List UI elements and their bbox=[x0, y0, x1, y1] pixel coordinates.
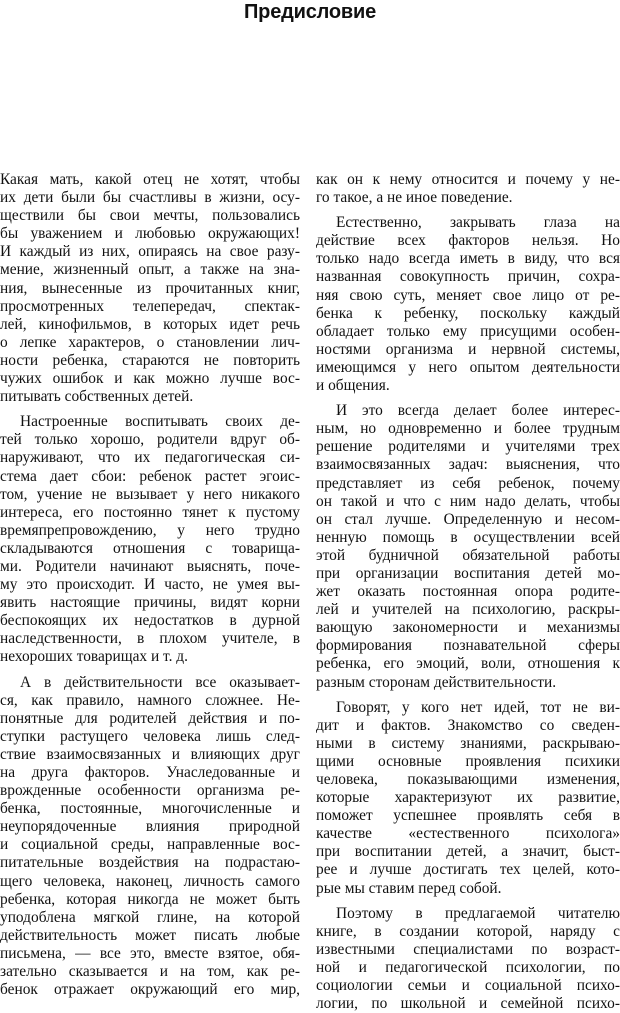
text-line: чужих ошибок и как можно лучше вос- bbox=[0, 370, 300, 388]
text-line: мение, жизненный опыт, а также на зна- bbox=[0, 261, 300, 279]
text-line: И это всегда делает более интерес- bbox=[336, 402, 620, 420]
text-line: Какая мать, какой отец не хотят, чтобы bbox=[0, 171, 300, 188]
text-line: му это происходит. И часто, не умея вы- bbox=[0, 576, 300, 594]
text-line: ступки растущего человека лишь след- bbox=[0, 727, 300, 745]
text-line: взаимосвязанных задач: выяснения, что bbox=[316, 456, 620, 474]
text-line: формирования познавательной сферы bbox=[316, 637, 620, 655]
text-line: человека, показывающими изменения, bbox=[316, 771, 620, 788]
text-line: щего человека, наконец, личность самого bbox=[0, 872, 300, 890]
text-line: ными в систему знаниями, раскрываю- bbox=[316, 734, 620, 752]
text-line: понятные для родителей действия и по- bbox=[0, 709, 300, 727]
text-line: явить настоящие причины, видят корни bbox=[0, 594, 300, 612]
left-column bbox=[0, 171, 300, 999]
text-line: жет оказать постоянная опора родите- bbox=[316, 583, 620, 601]
text-line: письмена, — все это, вместе взятое, обя- bbox=[0, 944, 300, 962]
text-line: времяпрепровождению, у него трудно bbox=[0, 521, 300, 539]
text-line: врожденные особенности организма ре- bbox=[0, 782, 300, 800]
text-line: он такой и что с ним надо делать, чтобы bbox=[316, 492, 620, 510]
text-line: он стал лучше. Определенную и несом- bbox=[316, 510, 620, 528]
text-line: А в действительности все оказывает- bbox=[20, 673, 300, 691]
text-line: щими основные проявления психики bbox=[316, 752, 620, 770]
text-line: ным, но одновременно и более трудным bbox=[316, 420, 620, 438]
text-line: дит и фактов. Знакомство со сведен- bbox=[316, 716, 620, 734]
text-line: стема дает сбои: ребенок растет эгоис- bbox=[0, 467, 300, 485]
text-line: ния, вынесенные из прочитанных книг, bbox=[0, 279, 300, 297]
text-line: как он к нему относится и почему у не- bbox=[316, 171, 620, 188]
text-line: Поэтому в предлагаемой читателю bbox=[336, 904, 620, 922]
text-line: бенка, постоянные, многочисленные и bbox=[0, 800, 300, 818]
page-title: Предисловие bbox=[244, 1, 376, 23]
text-line: питательные воздействия на подрастаю- bbox=[0, 854, 300, 872]
text-line: рее и лучше достигать тех целей, кото- bbox=[316, 861, 620, 879]
text-line: представляет из себя ребенок, почему bbox=[316, 474, 620, 492]
text-line: питывать собственных детей. bbox=[0, 388, 194, 406]
text-line: социологии семьи и социальной психо- bbox=[316, 977, 620, 995]
text-line: о лепке характеров, о становлении лич- bbox=[0, 333, 300, 351]
text-line: няя свою суть, меняет свое лицо от ре- bbox=[316, 286, 620, 304]
text-line: на друга факторов. Унаследованные и bbox=[0, 764, 300, 781]
text-line: действительность может писать любые bbox=[0, 926, 300, 944]
text-line: названная совокупность причин, сохра- bbox=[316, 268, 620, 286]
text-line: го такое, а не иное поведение. bbox=[316, 189, 513, 207]
text-line: уподоблена мягкой глине, на которой bbox=[0, 908, 300, 926]
text-line: ми. Родители начинают выяснять, поче- bbox=[0, 557, 300, 575]
text-line: Естественно, закрывать глаза на bbox=[336, 214, 620, 232]
text-line: бенка к ребенку, поскольку каждый bbox=[316, 304, 620, 322]
text-line: логии, по школьной и семейной психо- bbox=[316, 995, 620, 1013]
text-line: имеющимся у него опытом деятельности bbox=[316, 358, 620, 376]
text-line: ся, как правило, намного сложнее. Не- bbox=[0, 691, 300, 709]
text-line: только надо всегда иметь в виду, что вся bbox=[316, 250, 620, 268]
text-line: и общения. bbox=[316, 377, 390, 395]
text-line: которые характеризуют их развитие, bbox=[316, 789, 620, 807]
text-line: лей и учителей на психологию, раскры- bbox=[316, 601, 620, 619]
text-line: известными специалистами по возраст- bbox=[316, 940, 620, 958]
text-line: зательно сказывается и на том, как ре- bbox=[0, 963, 300, 981]
text-line: интереса, его постоянно тянет к пустому bbox=[0, 503, 300, 521]
text-line: и социальной среды, направленные вос- bbox=[0, 836, 300, 854]
text-line: их дети были бы счастливы в жизни, осу- bbox=[0, 189, 300, 207]
text-line: ности ребенка, стараются не повторить bbox=[0, 351, 300, 369]
text-line: при воспитании детей, а значит, быст- bbox=[316, 843, 620, 861]
text-line: беспокоящих их недостатков в дурной bbox=[0, 612, 300, 630]
text-line: вающую закономерности и механизмы bbox=[316, 619, 620, 637]
text-line: ребенка, которая никогда не может быть bbox=[0, 890, 300, 908]
text-line: тей только хорошо, родители вдруг об- bbox=[0, 431, 300, 449]
text-line: ностями организма и нервной системы, bbox=[316, 340, 620, 358]
text-line: поможет успешнее проявлять себя в bbox=[316, 807, 620, 825]
text-line: Настроенные воспитывать своих де- bbox=[20, 413, 300, 431]
text-line: том, учение не вызывает у него никакого bbox=[0, 485, 300, 503]
text-line: рые мы ставим перед собой. bbox=[316, 879, 502, 897]
text-line: Говорят, у кого нет идей, тот не ви- bbox=[336, 698, 620, 716]
text-line: ребенка, его эмоций, воли, отношения к bbox=[316, 655, 620, 673]
text-line: складываются отношения с товарища- bbox=[0, 539, 300, 557]
text-line: лей, кинофильмов, в которых идет речь bbox=[0, 315, 300, 333]
text-line: ненную помощь в осуществлении всей bbox=[316, 528, 620, 546]
text-line: решение родителями и учителями трех bbox=[316, 438, 620, 456]
text-line: И каждый из них, опираясь на свое разу- bbox=[0, 243, 300, 261]
text-line: ществили бы свои мечты, пользовались bbox=[0, 207, 300, 225]
text-line: разным сторонам действительности. bbox=[316, 673, 557, 691]
text-line: ствие взаимосвязанных и влияющих друг bbox=[0, 745, 300, 763]
right-column bbox=[316, 171, 620, 1013]
text-line: ной и педагогической психологии, по bbox=[316, 958, 620, 976]
text-line: наследственности, в плохом учителе, в bbox=[0, 630, 300, 648]
text-line: книге, в создании которой, наряду с bbox=[316, 922, 620, 940]
text-line: действие всех факторов нельзя. Но bbox=[316, 232, 620, 250]
text-line: качестве «естественного психолога» bbox=[316, 825, 620, 843]
text-line: при организации воспитания детей мо- bbox=[316, 564, 620, 582]
text-line: бы уважением и любовью окружающих! bbox=[0, 225, 300, 243]
text-line: этой будничной обязательной работы bbox=[316, 546, 620, 564]
text-line: просмотренных телепередач, спектак- bbox=[0, 297, 300, 315]
text-line: наруживают, что их педагогическая си- bbox=[0, 449, 300, 467]
text-line: обладает только ему присущими особен- bbox=[316, 322, 620, 340]
text-line: неупорядоченные влияния природной bbox=[0, 818, 300, 836]
text-line: бенок отражает окружающий его мир, bbox=[0, 981, 300, 999]
text-line: нехороших товарищах и т. д. bbox=[0, 648, 188, 666]
